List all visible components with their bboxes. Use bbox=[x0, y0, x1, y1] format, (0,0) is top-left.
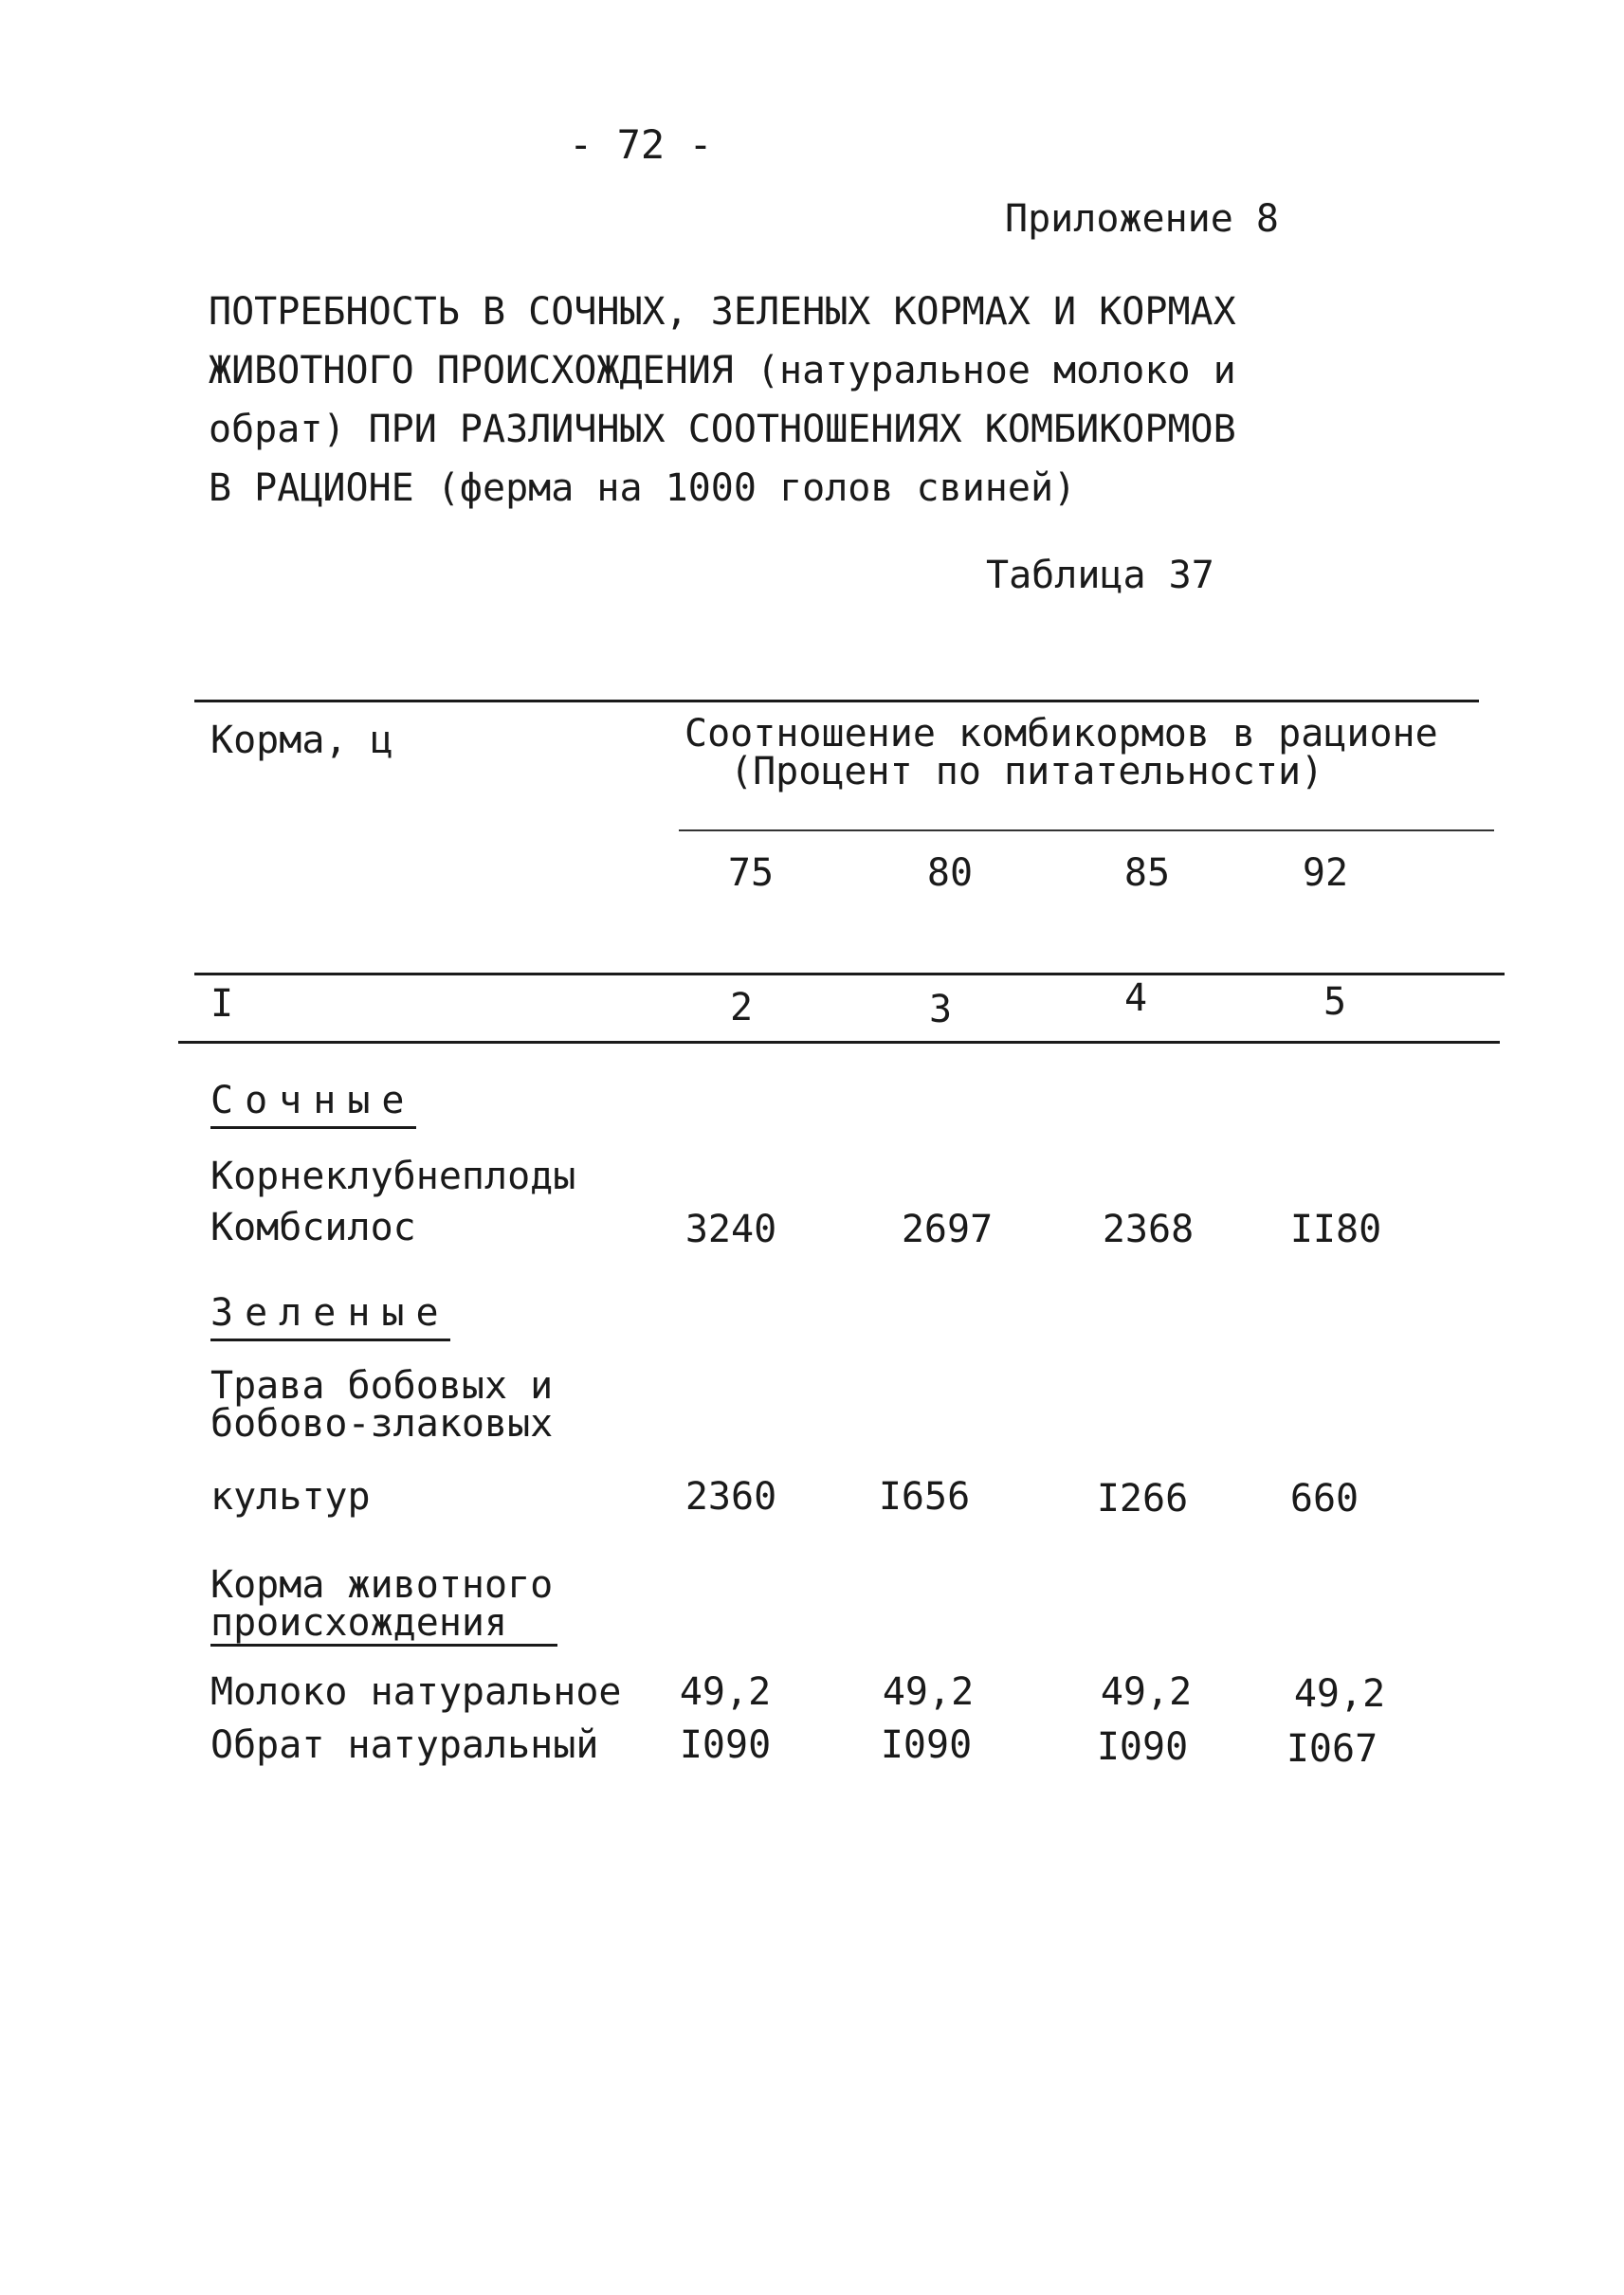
column-header-feeds: Корма, ц bbox=[210, 719, 393, 762]
page-number: - 72 - bbox=[569, 121, 713, 168]
cell-whole-milk-75: 49,2 bbox=[679, 1670, 772, 1714]
cell-legume-grass-92: 660 bbox=[1289, 1477, 1359, 1521]
cell-skim-milk-75: I090 bbox=[679, 1723, 772, 1767]
cell-whole-milk-80: 49,2 bbox=[882, 1670, 975, 1714]
ratio-header-92: 92 bbox=[1302, 851, 1349, 895]
column-group-header-line-1: Соотношение комбикормов в рационе bbox=[684, 712, 1438, 756]
row-label-root-crops: Корнеклубнеплоды bbox=[210, 1155, 576, 1198]
section-heading-succulent: Сочные bbox=[210, 1079, 416, 1129]
cell-skim-milk-80: I090 bbox=[880, 1723, 973, 1767]
column-number-1: I bbox=[210, 982, 234, 1026]
cell-skim-milk-92: I067 bbox=[1286, 1727, 1378, 1771]
appendix-label: Приложение 8 bbox=[1005, 197, 1279, 241]
row-label-whole-milk: Молоко натуральное bbox=[210, 1670, 622, 1714]
cell-legume-grass-75: 2360 bbox=[684, 1475, 777, 1519]
table-top-rule bbox=[194, 700, 1479, 702]
title-line-1: ПОТРЕБНОСТЬ В СОЧНЫХ, ЗЕЛЕНЫХ КОРМАХ И КОРМАХ bbox=[209, 290, 1236, 334]
ratio-header-85: 85 bbox=[1123, 851, 1171, 895]
title-line-2: ЖИВОТНОГО ПРОИСХОЖДЕНИЯ (натуральное молоко и bbox=[209, 349, 1236, 392]
column-number-4: 4 bbox=[1123, 976, 1148, 1020]
cell-legume-grass-85: I266 bbox=[1096, 1477, 1189, 1521]
row-label-legume-grass-line-1: Трава бобовых и bbox=[210, 1364, 554, 1408]
ratio-header-80: 80 bbox=[926, 851, 974, 895]
document-title bbox=[209, 282, 1289, 518]
cell-combined-silage-75: 3240 bbox=[684, 1208, 777, 1251]
column-number-2: 2 bbox=[729, 986, 754, 1029]
column-group-header-line-2: (Процент по питательности) bbox=[730, 750, 1324, 793]
row-label-combined-silage: Комбсилос bbox=[210, 1206, 416, 1249]
group-header-rule bbox=[679, 829, 1494, 831]
column-number-3: 3 bbox=[928, 988, 953, 1031]
column-group-header bbox=[684, 712, 1438, 793]
numbering-bottom-rule bbox=[178, 1041, 1500, 1044]
title-line-4: В РАЦИОНЕ (ферма на 1000 голов свиней) bbox=[209, 466, 1077, 510]
section-heading-animal-origin-line-2: происхождения bbox=[210, 1604, 557, 1647]
section-heading-animal-origin bbox=[210, 1563, 557, 1647]
row-label-legume-grass bbox=[210, 1364, 554, 1446]
column-number-5: 5 bbox=[1323, 980, 1347, 1024]
cell-whole-milk-92: 49,2 bbox=[1293, 1672, 1386, 1716]
cell-skim-milk-85: I090 bbox=[1096, 1725, 1189, 1769]
cell-combined-silage-80: 2697 bbox=[901, 1208, 994, 1251]
section-heading-green: Зеленые bbox=[210, 1291, 450, 1341]
row-label-skim-milk: Обрат натуральный bbox=[210, 1723, 599, 1767]
section-heading-animal-origin-line-1: Корма животного bbox=[210, 1563, 554, 1607]
cell-combined-silage-92: II80 bbox=[1289, 1208, 1382, 1251]
cell-whole-milk-85: 49,2 bbox=[1100, 1670, 1193, 1714]
ratio-header-75: 75 bbox=[727, 851, 775, 895]
row-label-legume-grass-line-3: культур bbox=[210, 1475, 371, 1519]
table-caption: Таблица 37 bbox=[986, 554, 1214, 597]
header-bottom-rule bbox=[194, 973, 1505, 975]
cell-combined-silage-85: 2368 bbox=[1102, 1208, 1195, 1251]
row-label-legume-grass-line-2: бобово-злаковых bbox=[210, 1402, 554, 1446]
cell-legume-grass-80: I656 bbox=[878, 1475, 971, 1519]
title-line-3: обрат) ПРИ РАЗЛИЧНЫХ СООТНОШЕНИЯХ КОМБИКОРМОВ bbox=[209, 408, 1236, 451]
